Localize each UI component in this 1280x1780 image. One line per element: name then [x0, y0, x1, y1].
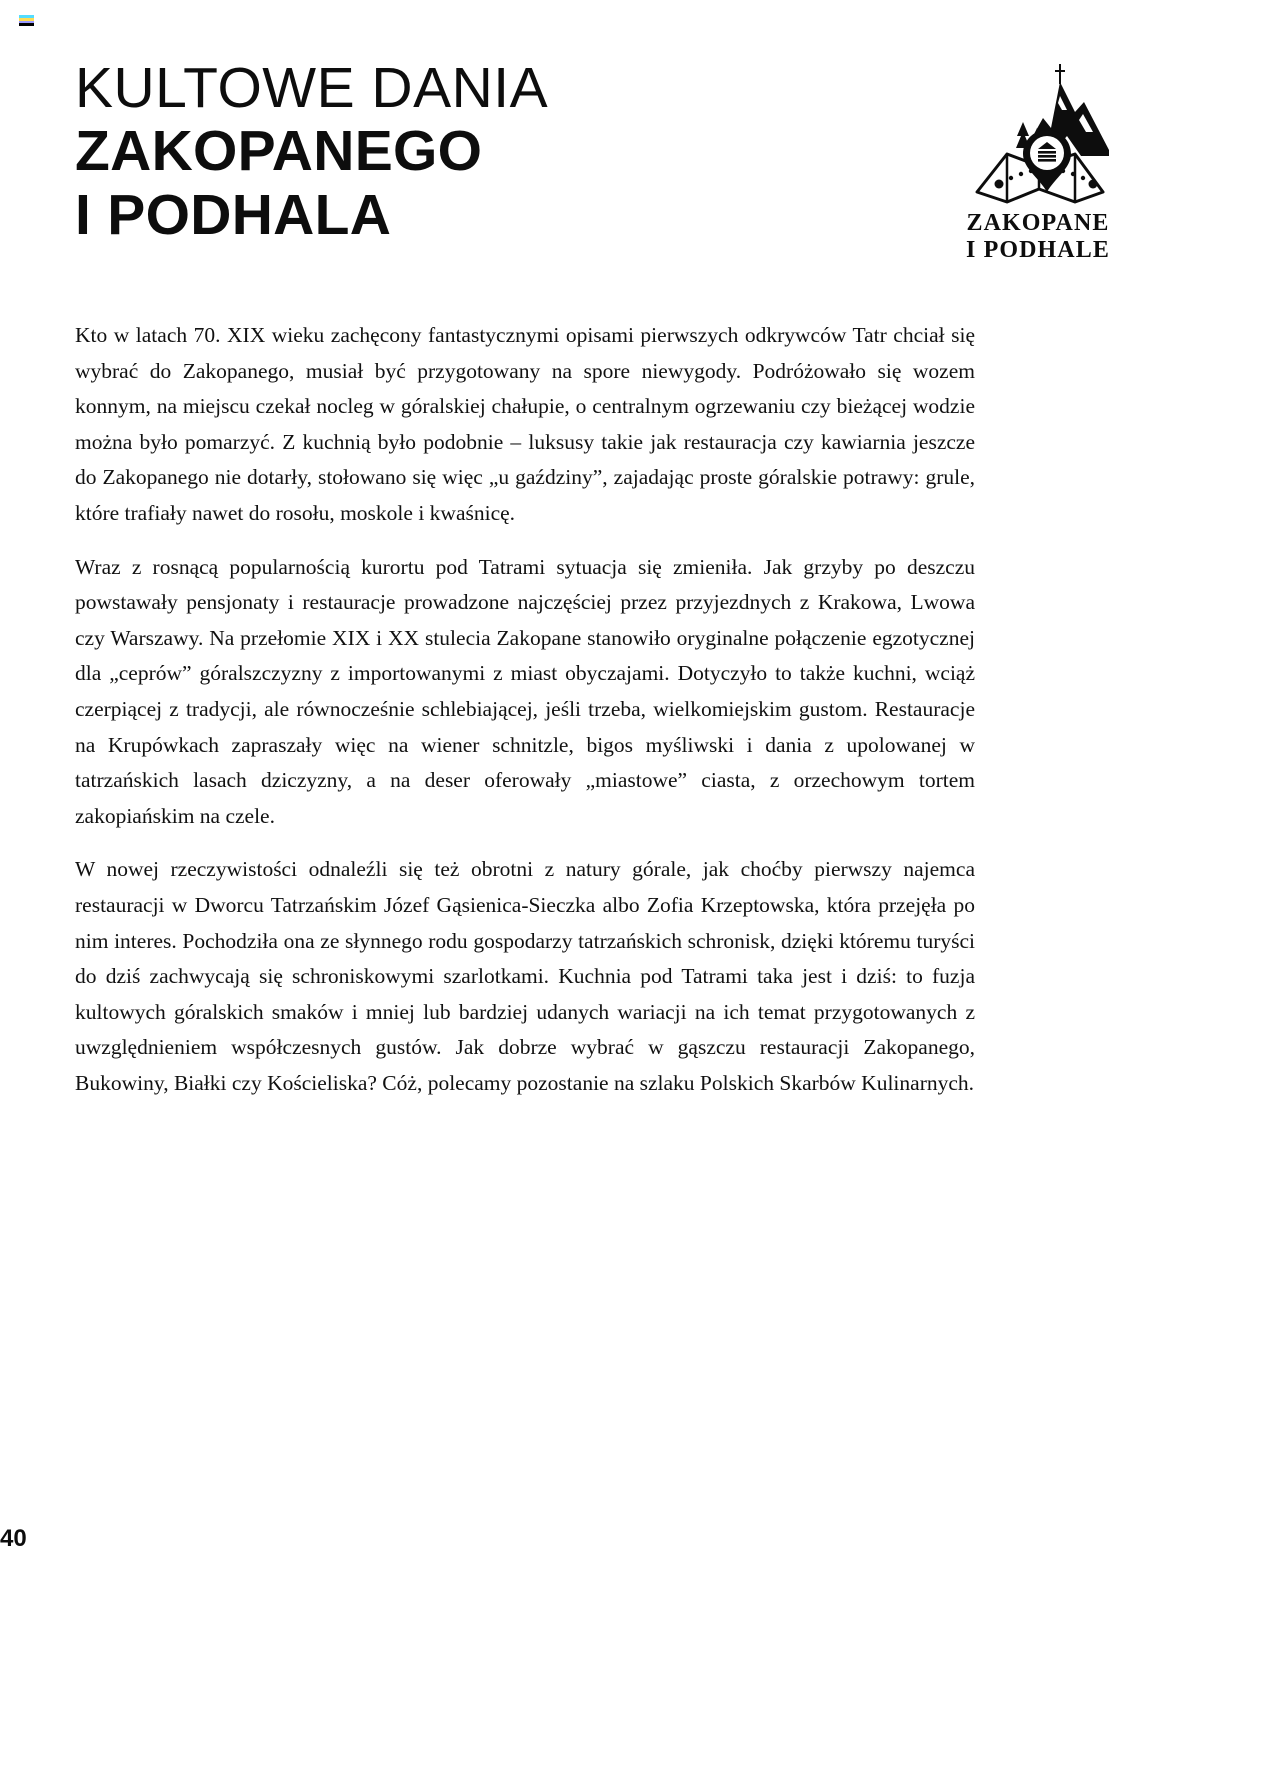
page-title	[75, 58, 775, 246]
brand-logo-wordmark	[966, 210, 1110, 264]
page-number: 40	[0, 1525, 27, 1552]
registration-crop-mark	[19, 15, 34, 26]
zakopane-mountains-map-logo-icon	[963, 58, 1113, 206]
article-paragraph: W nowej rzeczywistości odnaleźli się też obrotni z natury górale, jak choćby pierwszy najemca restauracji w Dworcu Tatrzańskim Józef Gąsienica-Sieczka albo Zofia Krzeptowska, która przejęła po nim interes. Pochodziła ona ze słynnego rodu gospodarzy tatrzańskich schronisk, dzięki któremu turyści do dziś zachwycają się schroniskowymi szarlotkami. Kuchnia pod Tatrami taka jest i dziś: to fuzja kultowych góralskich smaków i mniej lub bardziej udanych wariacji na ich temat przygotowanych z uwzględnieniem współczesnych gustów. Jak dobrze wybrać w gąszczu restauracji Zakopanego, Bukowiny, Białki czy Kościeliska? Cóż, polecamy pozostanie na szlaku Polskich Skarbów Kulinarnych.	[75, 857, 975, 1095]
page-title-line-1: KULTOWE DANIA	[75, 56, 549, 120]
brand-logo-wordmark-line-2: I PODHALE	[966, 237, 1110, 263]
article-body	[75, 318, 975, 1101]
page-title-line-3: I PODHALA	[75, 183, 392, 247]
brand-logo-wordmark-line-1: ZAKOPANE	[966, 210, 1110, 236]
article-paragraph: Kto w latach 70. XIX wieku zachęcony fantastycznymi opisami pierwszych odkrywców Tatr chciał się wybrać do Zakopanego, musiał być przygotowany na spore niewygody. Podróżowało się wozem konnym, na miejscu czekał nocleg w góralskiej chałupie, o centralnym ogrzewaniu czy bieżącej wodzie można było pomarzyć. Z kuchnią było podobnie – luksusy takie jak restauracja czy kawiarnia jeszcze do Zakopanego nie dotarły, stołowano się więc „u gaździny”, zajadając proste góralskie potrawy: grule, które trafiały nawet do rosołu, moskole i kwaśnicę.	[75, 323, 975, 525]
page-title-line-2: ZAKOPANEGO	[75, 119, 483, 183]
page-header	[75, 58, 1205, 273]
brand-logo	[943, 58, 1133, 264]
article-paragraph: Wraz z rosnącą popularnością kurortu pod Tatrami sytuacja się zmieniła. Jak grzyby po deszczu powstawały pensjonaty i restauracje prowadzone najczęściej przez przyjezdnych z Krakowa, Lwowa czy Warszawy. Na przełomie XIX i XX stulecia Zakopane stanowiło oryginalne połączenie egzotycznej dla „ceprów” góralszczyzny z importowanymi z miast obyczajami. Dotyczyło to także kuchni, wciąż czerpiącej z tradycji, ale równocześnie schlebiającej, jeśli trzeba, wielkomiejskim gustom. Restauracje na Krupówkach zapraszały więc na wiener schnitzle, bigos myśliwski i dania z upolowanej w tatrzańskich lasach dziczyzny, a na deser oferowały „miastowe” ciasta, z orzechowym tortem zakopiańskim na czele.	[75, 554, 975, 828]
